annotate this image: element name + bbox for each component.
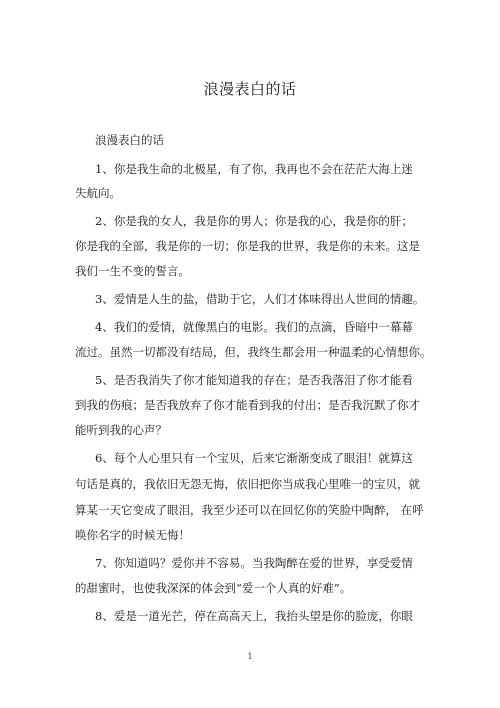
paragraph-line: 8、爱是一道光芒，停在高高天上，我抬头望是你的脸庞，你眼 bbox=[95, 609, 413, 623]
paragraph-line: 2、你是我的女人，我是你的男人；你是我的心，我是你的肝； bbox=[95, 214, 413, 228]
paragraph-line: 7、你知道吗？爱你并不容易。当我陶醉在爱的世界，享受爱情 bbox=[95, 556, 413, 570]
paragraph-line: 5、是否我消失了你才能知道我的存在；是否我落泪了你才能看 bbox=[95, 373, 413, 387]
page-number: 1 bbox=[247, 652, 253, 661]
paragraph-line: 到我的伤痕；是否我放弃了你才能看到我的付出；是否我沉默了你才 bbox=[75, 398, 420, 412]
paragraph-line: 我们一生不变的誓言。 bbox=[75, 264, 190, 278]
paragraph-line: 3、爱情是人生的盐，借助于它，人们才体味得出人世间的情趣。 bbox=[95, 292, 425, 306]
paragraph-line: 你是我的全部，我是你的一切；你是我的世界，我是你的未来。这是 bbox=[75, 239, 420, 253]
paragraph-line: 4、我们的爱情，就像黑白的电影。我们的点滴，昏暗中一幕幕 bbox=[95, 320, 413, 334]
paragraph-line: 流过。虽然一切都没有结局，但，我终生都会用一种温柔的心情想你。 bbox=[75, 345, 432, 359]
section-heading: 浪漫表白的话 bbox=[95, 133, 164, 147]
paragraph-line: 失航向。 bbox=[75, 186, 121, 200]
document-title: 浪漫表白的话 bbox=[203, 80, 297, 98]
paragraph-line: 能听到我的心声？ bbox=[75, 423, 167, 437]
paragraph-line: 唤你名字的时候无悔！ bbox=[75, 528, 190, 542]
paragraph-line: 6、每个人心里只有一个宝贝，后来它渐渐变成了眼泪！就算这 bbox=[95, 451, 413, 465]
paragraph-line: 的甜蜜时，也使我深深的体会到“爱一个人真的好难”。 bbox=[75, 581, 352, 595]
paragraph-line: 算某一天它变成了眼泪，我至少还可以在回忆你的笑脸中陶醉， 在呼 bbox=[75, 503, 424, 517]
paragraph-line: 句话是真的，我依旧无怨无悔，依旧把你当成我心里唯一的宝贝，就 bbox=[75, 477, 420, 491]
paragraph-line: 1、你是我生命的北极星，有了你，我再也不会在茫茫大海上迷 bbox=[95, 162, 413, 176]
